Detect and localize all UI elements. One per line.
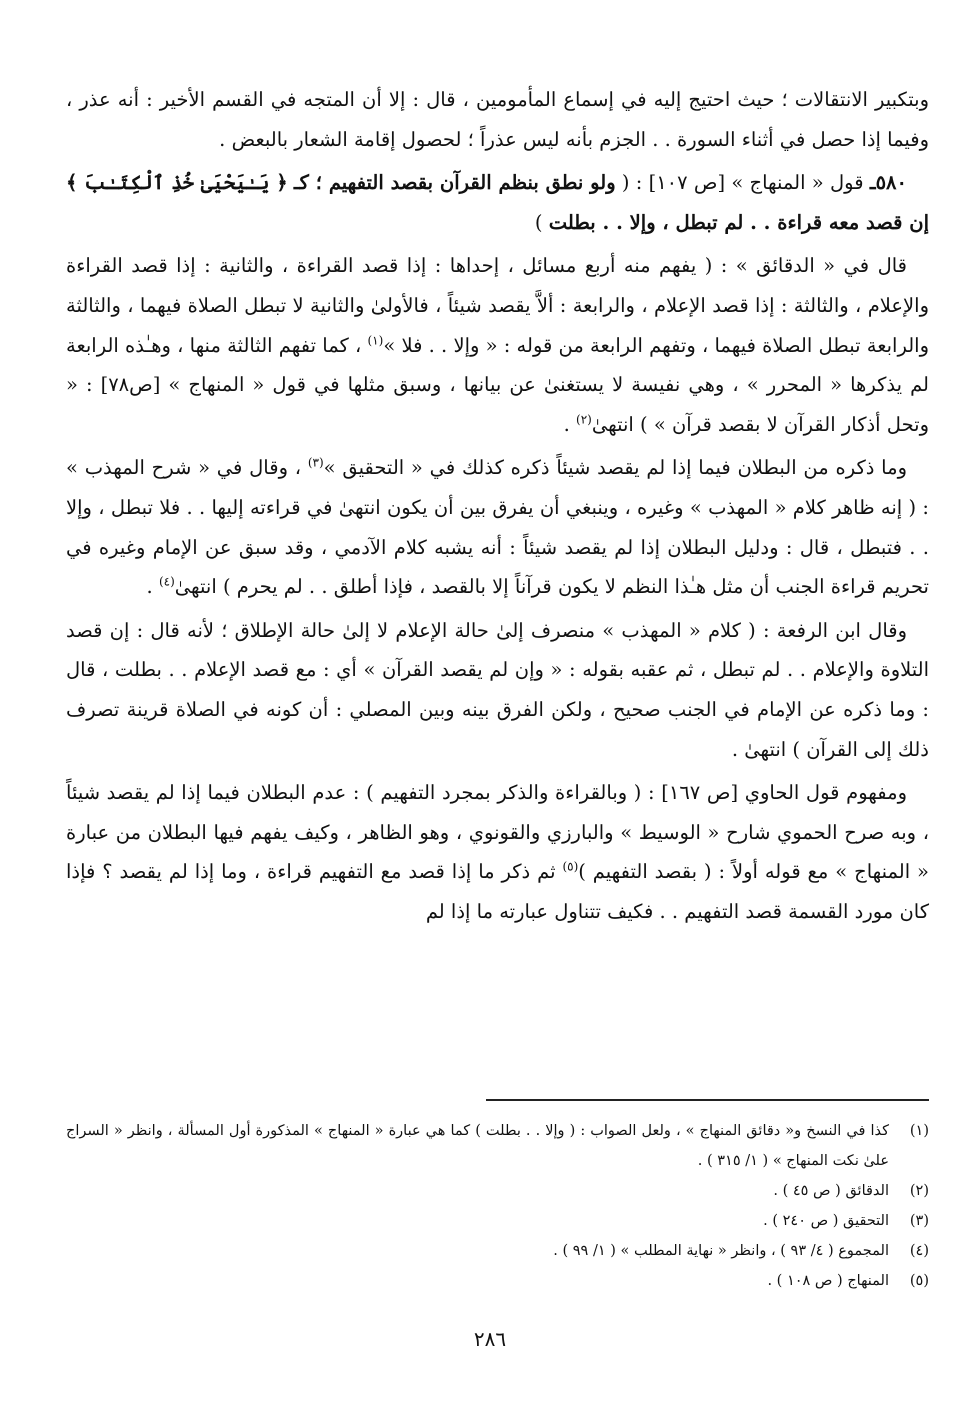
main-text [66,80,929,935]
footnote-number: (٥) [909,1273,929,1289]
footnote-number: (٣) [909,1213,929,1229]
page-number: ٢٨٦ [473,1327,507,1351]
quote-bold-1: ولو نطق بنظم القرآن بقصد التفهيم ؛ كـ [293,171,616,195]
footnote-number: (٢) [909,1183,929,1199]
paragraph-580 [66,163,929,242]
footnote [66,1116,929,1176]
paragraph-3-text: قال في « الدقائق » : ( يفهم منه أربع مسائل ، إحداها : إذا قصد القراءة ، والثانية : إذا قصد القراءة والإعلام ، والثالثة : إذا قصد الإعلام ، والرابعة : ألاَّ يقصد شيئاً ، فالأولىٰ والثانية لا تبطل الصلاة فيهما ، والثالثة والرابعة تبطل الصلاة فيهما ، وتفهم الرابعة من قوله : « وإلا . . فلا » [66,254,929,357]
footnote-ref-1: (١) [367,333,384,348]
paragraph-6 [66,773,929,931]
quote-tail: ) [534,210,543,234]
issue-number: ٥٨٠ـ [869,171,907,195]
footnote-text: الدقائق ( ص ٤٥ ) . [773,1183,889,1199]
footnote-ref-3: (٣) [307,455,324,470]
footnote [66,1176,929,1206]
footnote-text: التحقيق ( ص ٢٤٠ ) . [763,1213,889,1229]
footnote [66,1206,929,1236]
footnote-number: (١) [909,1123,929,1139]
paragraph-4-text-b: ، وقال في « شرح المهذب » : ( إنه ظاهر كلام « المهذب » وغيره ، وينبغي أن يفرق بين أن يكون انتهىٰ في قراءته إليها . . فلا تبطل ، وإلا . . فتبطل ، قال : ودليل البطلان إذا لم يقصد شيئاً : أنه يشبه كلام الآدمي ، وقد سبق عن الإمام وغيره في تحريم قراءة الجنب أن مثل هـٰذا النظم لا يكون قرآناً إلا بالقصد ، فإذا أطلق . . لم يحرم ) انتهىٰ [66,456,929,599]
footnote-text: المجموع ( ٤/ ٩٣ ) ، وانظر « نهاية المطلب » ( ١/ ٩٩ ) . [553,1243,889,1259]
footnote-text: المنهاج ( ص ١٠٨ ) . [767,1273,889,1289]
paragraph-6-text: ومفهوم قول الحاوي [ص ١٦٧] : ( وبالقراءة والذكر بمجرد التفهيم ) : عدم البطلان فيما إذا لم يقصد شيئاً ، وبه صرح الحموي شارح « الوسيط » والبارزي والقونوي ، وهو الظاهر ، وكيف يفهم فيها البطلان من عبارة « المنهاج » مع قوله أولاً : ( بقصد التفهيم ) [66,781,929,884]
quote-lead: قول « المنهاج » [ص ١٠٧] : ( [621,171,864,195]
footnote-ref-2: (٢) [576,412,592,427]
paragraph-3-end: . [563,412,570,436]
footnote-text: كذا في النسخ و« دقائق المنهاج » ، ولعل الصواب : ( وإلا . . بطلت ) كما هي عبارة « المنهاج » المذكورة أول المسألة ، وانظر « السراج علىٰ نكت المنهاج » ( ١/ ٣١٥ ) . [66,1123,889,1169]
paragraph-1: وبتكبير الانتقالات ؛ حيث احتيج إليه في إسماع المأمومين ، قال : إلا أن المتجه في القسم الأخير : أنه عذر ، وفيما إذا حصل في أثناء السورة . . الجزم بأنه ليس عذراً ؛ لحصول إقامة الشعار بالبعض . [66,88,929,151]
paragraph-4-end: . [146,575,153,599]
quote-bold-2: إن قصد معه قراءة . . لم تبطل ، وإلا . . بطلت [548,210,929,234]
paragraph-4-text: وما ذكره من البطلان فيما إذا لم يقصد شيئاً ذكره كذلك في « التحقيق » [323,456,907,480]
footnotes [66,1116,929,1296]
footnote-number: (٤) [909,1243,929,1259]
footnote [66,1236,929,1266]
paragraph-4 [66,448,929,606]
quran-verse: ﴿ يَـٰيَحْيَىٰ خُذِ ٱلْكِتَـٰبَ ﴾ [66,171,288,195]
paragraph-3 [66,246,929,444]
paragraph-3-text-b: ، كما تفهم الثالثة منها ، وهـٰذه الرابعة لم يذكرها « المحرر » ، وهي نفيسة لا يستغنىٰ عن بيانها ، وسبق مثلها في قول « المنهاج » [ص٧٨] : « وتحل أذكار القرآن لا بقصد قرآن » ) انتهىٰ [66,333,929,436]
footnote-ref-5: (٥) [562,859,579,874]
footnote-separator [486,1099,929,1101]
footnote-ref-4: (٤) [158,574,175,589]
paragraph-5: وقال ابن الرفعة : ( كلام « المهذب » منصرف إلىٰ حالة الإعلام لا إلىٰ حالة الإطلاق ؛ لأنه قال : إن قصد التلاوة والإعلام . . لم تبطل ، ثم عقبه بقوله : « وإن لم يقصد القرآن » أي : مع قصد الإعلام . . بطلت ، قال : وما ذكره عن الإمام في الجنب صحيح ، ولكن الفرق بينه وبين المصلي : أن كونه في الصلاة قرينة تصرف ذلك إلى القرآن ) انتهىٰ . [66,618,929,761]
footnote [66,1266,929,1296]
paragraph-6-text-b: ثم ذكر ما إذا قصد مع التفهيم قراءة ، وما إذا لم يقصد ؟ فإذا كان مورد القسمة قصد التفهيم . . فكيف تتناول عبارته ما إذا لم [66,860,929,923]
